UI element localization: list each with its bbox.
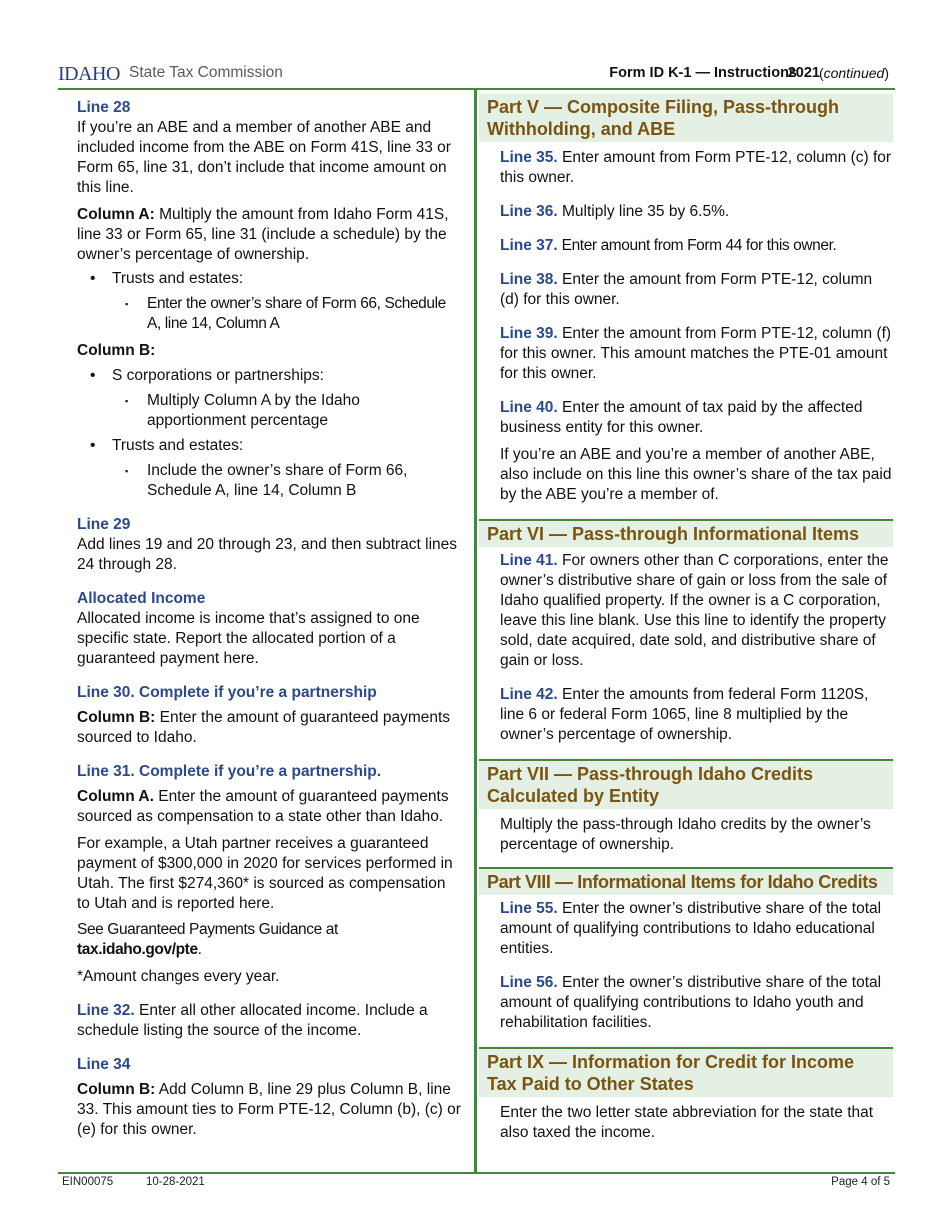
allocated-income-heading: Allocated Income	[77, 590, 206, 607]
line31-example: For example, a Utah partner receives a guaranteed payment of $300,000 in 2020 for services performed in Utah. The first $274,360* is sourced as compensation to Utah and is reported here.	[77, 835, 453, 912]
part7-text: Multiply the pass-through Idaho credits by the owner’s percentage of ownership.	[500, 816, 871, 853]
line30-column-b: Column B: Enter the amount of guaranteed payments sourced to Idaho.	[77, 709, 451, 746]
line34-column-b: Column B: Add Column B, line 29 plus Column B, line 33. This amount ties to Form PTE-12, Column (b), (c) or (e) for this owner.	[77, 1081, 461, 1138]
form-id: EIN00075	[62, 1176, 114, 1188]
idaho-logo: IDAHO	[58, 63, 120, 85]
list-item: • S corporations or partnerships:	[77, 366, 462, 386]
amount-note: *Amount changes every year.	[77, 968, 280, 985]
footer-rule	[58, 1172, 895, 1174]
line35: Line 35. Enter amount from Form PTE-12, column (c) for this owner.	[500, 149, 892, 186]
guidance-link[interactable]: tax.idaho.gov/pte	[77, 941, 198, 958]
column-divider	[474, 90, 477, 1172]
line29-heading: Line 29	[77, 516, 131, 533]
line29-text: Add lines 19 and 20 through 23, and then subtract lines 24 through 28.	[77, 536, 458, 573]
line30-heading: Line 30. Complete if you’re a partnership	[77, 684, 377, 701]
part9-text: Enter the two letter state abbreviation for the state that also taxed the income.	[500, 1104, 874, 1141]
continued-label: (continued)	[818, 65, 889, 81]
line55: Line 55. Enter the owner’s distributive share of the total amount of qualifying contributions to Idaho educational entities.	[500, 900, 882, 957]
part9-heading: Part IX — Information for Credit for Income Tax Paid to Other States	[479, 1047, 893, 1097]
line28-heading: Line 28	[77, 99, 131, 116]
list-item: ▪ Include the owner’s share of Form 66, Schedule A, line 14, Column B	[77, 461, 462, 501]
list-item: • Trusts and estates:	[77, 436, 462, 456]
line38: Line 38. Enter the amount from Form PTE-12, column (d) for this owner.	[500, 271, 873, 308]
agency-name: State Tax Commission	[129, 64, 283, 81]
part5-heading: Part V — Composite Filing, Pass-through Withholding, and ABE	[479, 94, 893, 142]
line56: Line 56. Enter the owner’s distributive share of the total amount of qualifying contributions to Idaho youth and rehabilitation facilities.	[500, 974, 882, 1031]
line34-heading: Line 34	[77, 1056, 131, 1073]
part8-heading: Part VIII — Informational Items for Idaho Credits	[479, 867, 893, 895]
form-title: Form ID K-1 — Instructions	[609, 65, 797, 81]
line37: Line 37. Enter amount from Form 44 for this owner.	[500, 237, 837, 254]
list-item: ▪ Multiply Column A by the Idaho apportionment percentage	[77, 391, 462, 431]
page-number: Page 4 of 5	[831, 1176, 890, 1188]
line28-column-b-label: Column B:	[77, 342, 156, 359]
revision-date: 10-28-2021	[146, 1176, 205, 1188]
line41: Line 41. For owners other than C corporations, enter the owner’s distributive share of gain or loss from the sale of Idaho qualified property. If the owner is a C corporation, leave this line blank. Use this line to identify the property sold, date acquired, date sold, and distributive share of gain or loss.	[500, 552, 889, 669]
guidance-text: See Guaranteed Payments Guidance at tax.idaho.gov/pte.	[77, 921, 338, 958]
page-header	[58, 62, 895, 86]
right-column	[479, 94, 897, 1143]
left-column	[77, 98, 462, 1140]
allocated-income-text: Allocated income is income that’s assigned to one specific state. Report the allocated portion of a guaranteed payment here.	[77, 610, 420, 667]
line28-text: If you’re an ABE and a member of another ABE and included income from the ABE on Form 41S, line 33 or Form 65, line 31, don’t include that income amount on this line.	[77, 119, 451, 196]
part6-heading: Part VI — Pass-through Informational Items	[479, 519, 893, 547]
line31-column-a: Column A. Enter the amount of guaranteed payments sourced as compensation to a state other than Idaho.	[77, 788, 449, 825]
line39: Line 39. Enter the amount from Form PTE-12, column (f) for this owner. This amount matches the PTE-01 amount for this owner.	[500, 325, 892, 382]
line32: Line 32. Enter all other allocated income. Include a schedule listing the source of the income.	[77, 1002, 428, 1039]
list-item: • Trusts and estates:	[77, 269, 462, 289]
line42: Line 42. Enter the amounts from federal Form 1120S, line 6 or federal Form 1065, line 8 multiplied by the owner’s percentage of ownership.	[500, 686, 869, 743]
line36: Line 36. Multiply line 35 by 6.5%.	[500, 203, 730, 220]
list-item: ▪ Enter the owner’s share of Form 66, Schedule A, line 14, Column A	[77, 294, 462, 334]
part7-heading: Part VII — Pass-through Idaho Credits Calculated by Entity	[479, 759, 893, 809]
form-year: 2021	[787, 65, 820, 81]
line31-heading: Line 31. Complete if you’re a partnership.	[77, 763, 382, 780]
abe-note: If you’re an ABE and you’re a member of another ABE, also include on this line this owner’s share of the tax paid by the ABE you’re a member of.	[500, 446, 892, 503]
line28-column-a: Column A: Multiply the amount from Idaho Form 41S, line 33 or Form 65, line 31 (include a schedule) by the owner’s percentage of ownership.	[77, 206, 449, 263]
line40: Line 40. Enter the amount of tax paid by the affected business entity for this owner.	[500, 399, 863, 436]
